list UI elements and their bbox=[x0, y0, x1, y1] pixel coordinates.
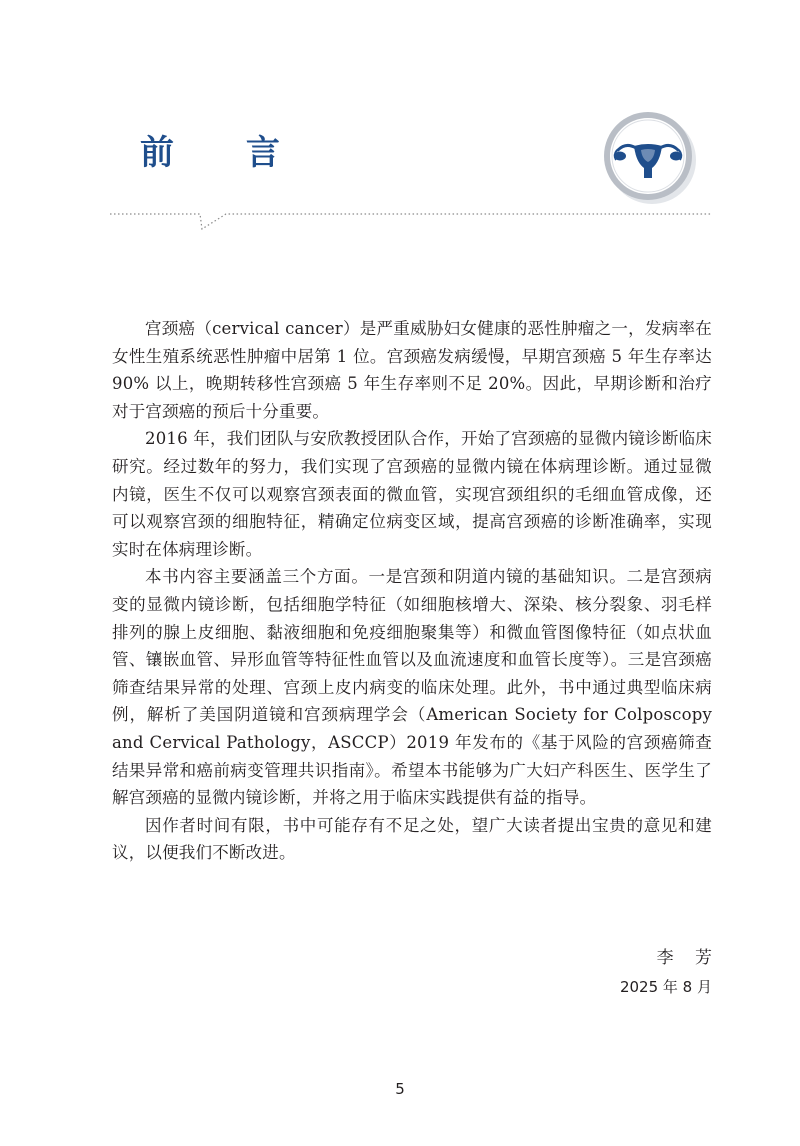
uterus-icon bbox=[596, 104, 700, 208]
signature-block bbox=[619, 943, 720, 997]
signature-date: 2025 年 8 月 bbox=[619, 978, 712, 996]
page-number: 5 bbox=[395, 1080, 405, 1098]
paragraph: 2016 年，我们团队与安欣教授团队合作，开始了宫颈癌的显微内镜诊断临床研究。经过数年的努力，我们实现了宫颈癌的显微内镜在体病理诊断。通过显微内镜，医生不仅可以观察宫颈表面的微血管，实现宫颈组织的毛细血管成像，还可以观察宫颈的细胞特征，精确定位病变区域，提高宫颈癌的诊断准确率，实现实时在体病理诊断。 bbox=[112, 429, 712, 559]
paragraph: 宫颈癌（cervical cancer）是严重威胁妇女健康的恶性肿瘤之一，发病率在女性生殖系统恶性肿瘤中居第 1 位。宫颈癌发病缓慢，早期宫颈癌 5 年生存率达 90% 以上，晚期转移性宫颈癌 5 年生存率则不足 20%。因此，早期诊断和治疗对于宫颈癌的预后十分重要。 bbox=[112, 319, 712, 421]
preface-body bbox=[112, 315, 712, 867]
author-name: 李 芳 bbox=[656, 948, 720, 968]
paragraph: 本书内容主要涵盖三个方面。一是宫颈和阴道内镜的基础知识。二是宫颈病变的显微内镜诊断，包括细胞学特征（如细胞核增大、深染、核分裂象、羽毛样排列的腺上皮细胞、黏液细胞和免疫细胞聚集等）和微血管图像特征（如点状血管、镶嵌血管、异形血管等特征性血管以及血流速度和血管长度等）。三是宫颈癌筛查结果异常的处理、宫颈上皮内病变的临床处理。此外，书中通过典型临床病例，解析了美国阴道镜和宫颈病理学会（American Society for Colposcopy and Cervical Pathology，ASCCP）2019 年发布的《基于风险的宫颈癌筛查结果异常和癌前病变管理共识指南》。希望本书能够为广大妇产科医生、医学生了解宫颈癌的显微内镜诊断，并将之用于临床实践提供有益的指导。 bbox=[112, 567, 712, 808]
paragraph: 因作者时间有限，书中可能存有不足之处，望广大读者提出宝贵的意见和建议，以便我们不断改进。 bbox=[112, 815, 712, 863]
page-title: 前 言 bbox=[140, 133, 310, 173]
